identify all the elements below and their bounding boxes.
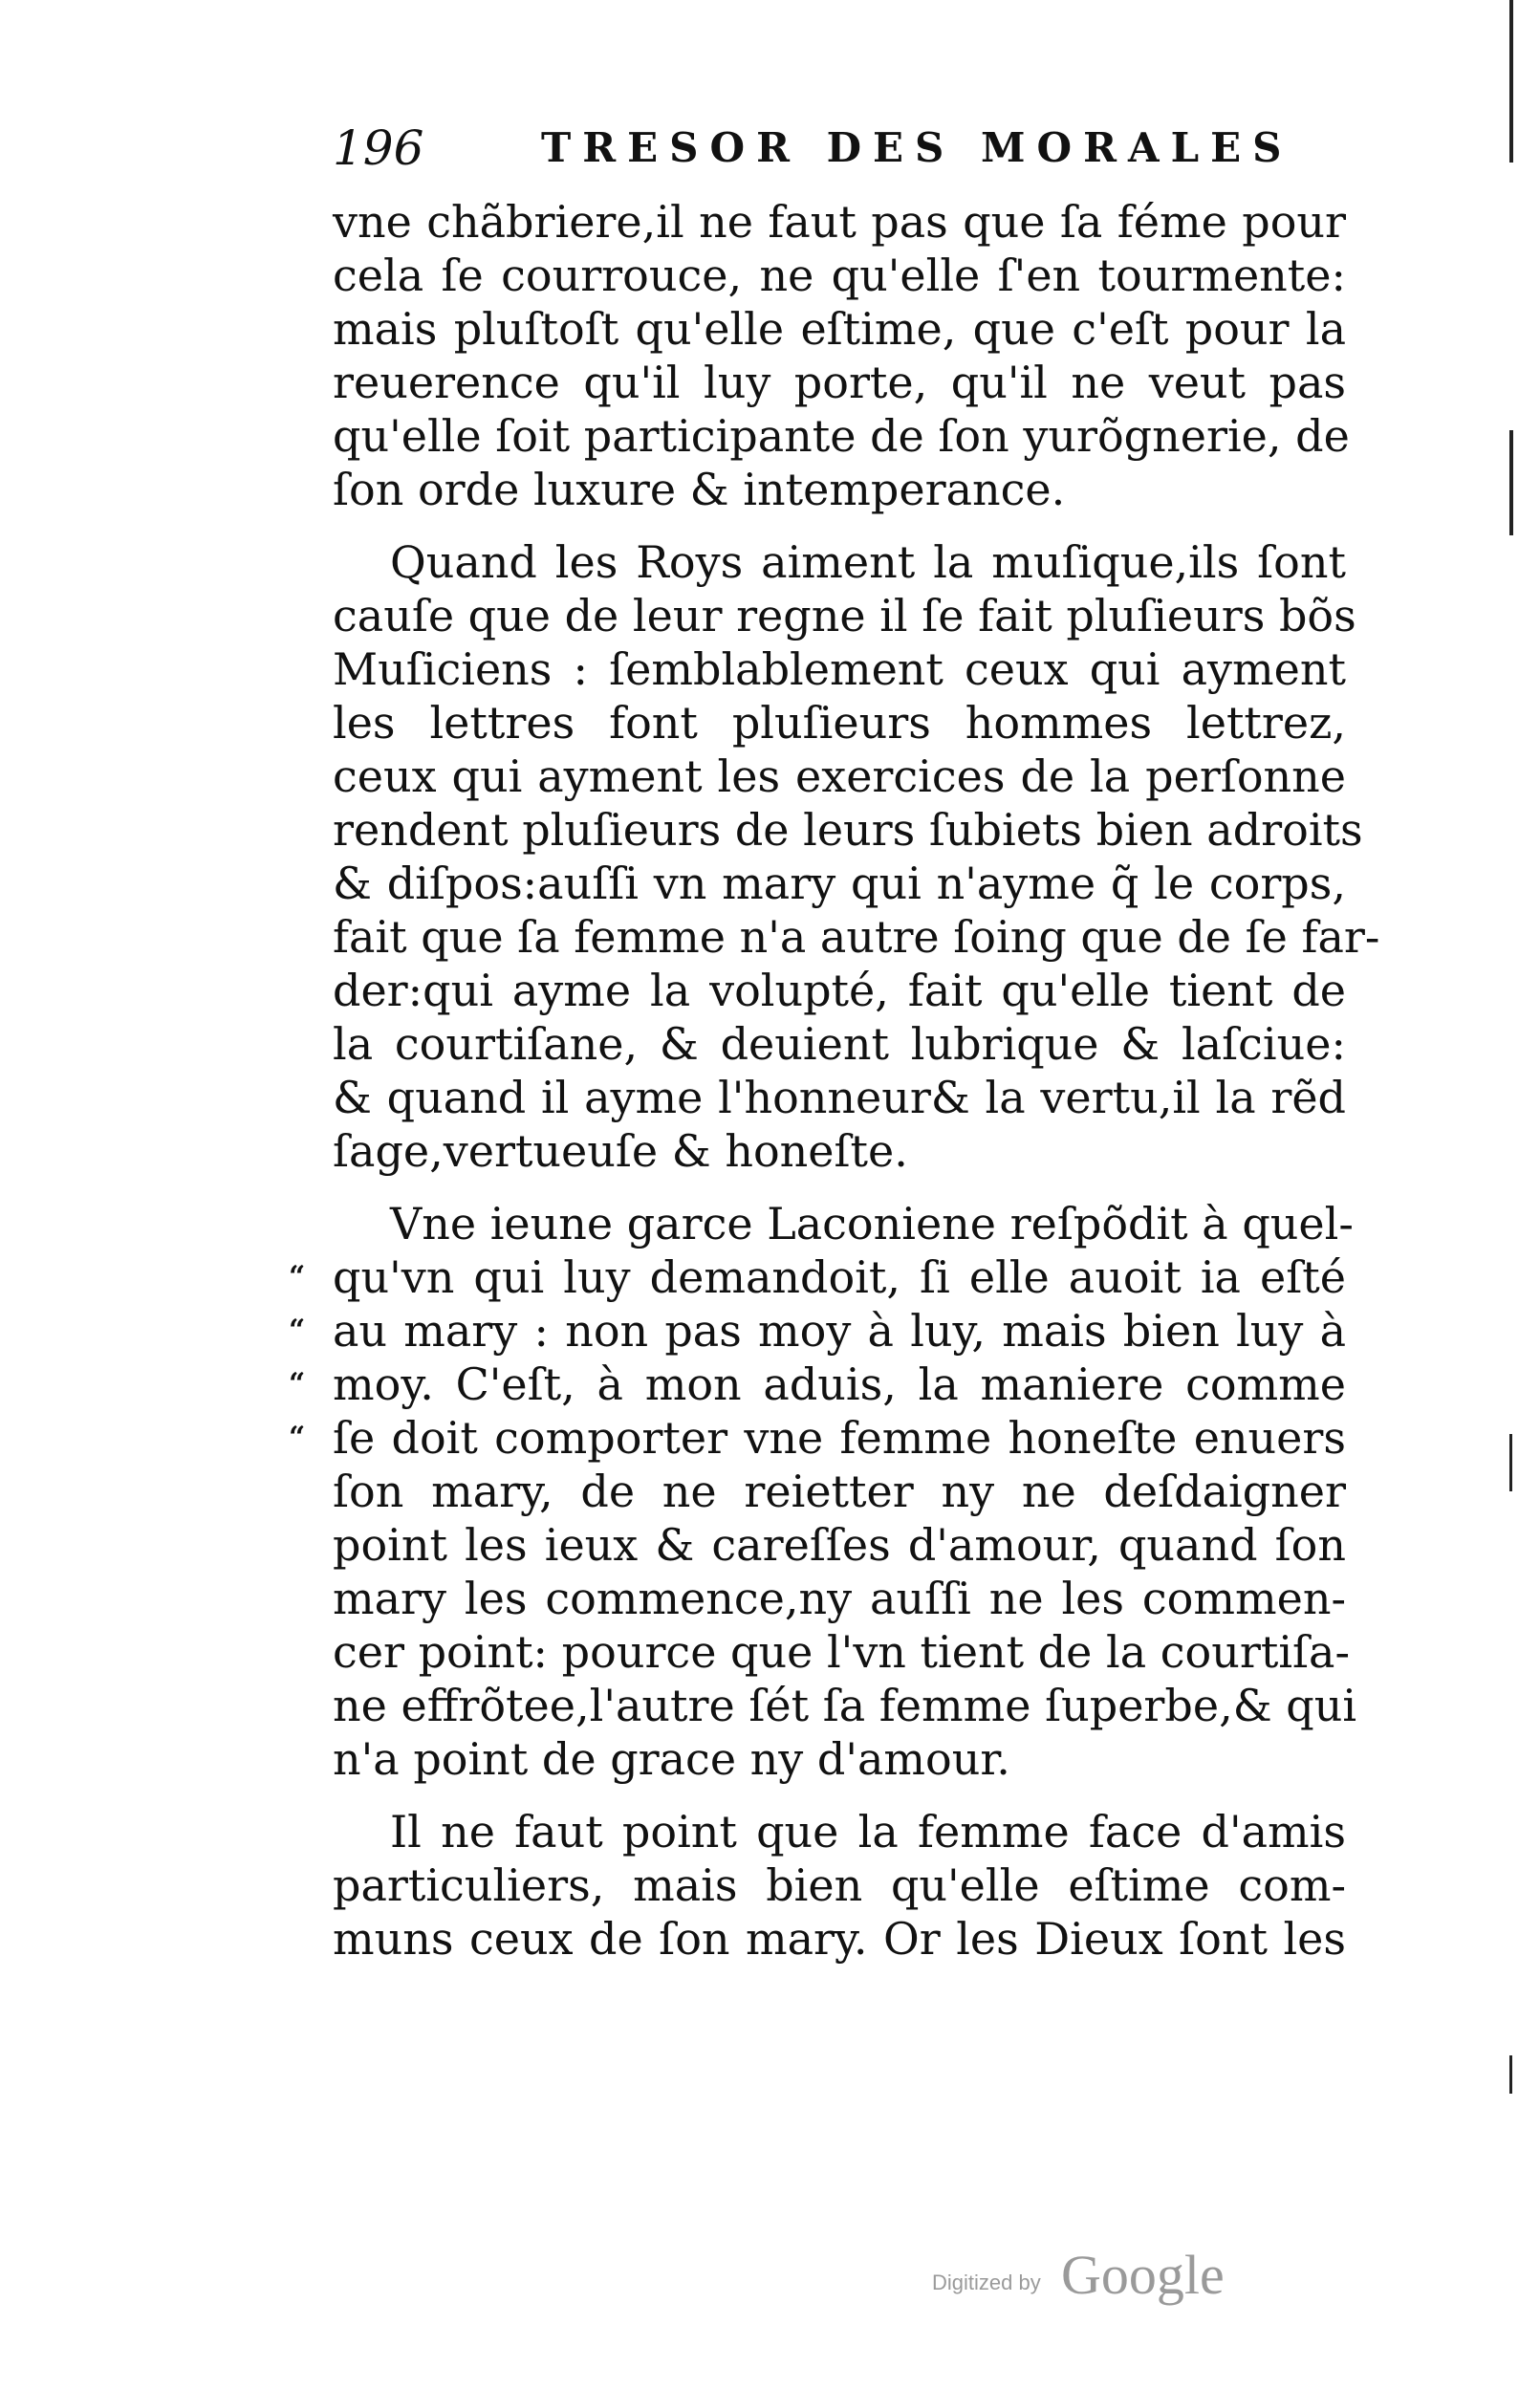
text-line: mais pluſtoſt qu'elle eſtime, que c'eſt pour la	[333, 303, 1346, 355]
text-line: reuerence qu'il luy porte, qu'il ne veut pas	[333, 357, 1346, 408]
text-line: qu'vn qui luy demandoit, ſi elle auoit ia eſté	[333, 1251, 1346, 1303]
text-line: rendent pluſieurs de leurs ſubiets bien adroits	[333, 804, 1363, 856]
digitized-watermark	[932, 2232, 1276, 2309]
text-line: fait que ſa femme n'a autre ſoing que de ſe far-	[333, 911, 1380, 963]
text-line: la courtiſane, & deuient lubrique & laſciue:	[333, 1018, 1346, 1070]
text-line: & diſpos:auſſi vn mary qui n'ayme q̃ le corps,	[333, 858, 1346, 909]
text-line: vne chãbriere,il ne faut pas que ſa féme pour	[333, 196, 1346, 248]
text-line: qu'elle ſoit participante de ſon yurõgnerie, de	[333, 410, 1350, 462]
margin-quote-mark: “	[289, 1260, 306, 1293]
page-header	[333, 115, 1336, 182]
text-line: cer point: pource que l'vn tient de la courtiſa-	[333, 1626, 1351, 1678]
page-number: 196	[333, 120, 424, 176]
margin-quote-mark: “	[289, 1314, 306, 1347]
text-line: Muſiciens : ſemblablement ceux qui ayment	[333, 643, 1346, 695]
text-line: ſage,vertueuſe & honeſte.	[333, 1125, 908, 1177]
text-line: muns ceux de ſon mary. Or les Dieux ſont les	[333, 1913, 1346, 1965]
text-line: mary les commence,ny auſſi ne les commen-	[333, 1573, 1346, 1624]
text-line: cela ſe courrouce, ne qu'elle ſ'en tourmente:	[333, 250, 1346, 301]
page-edge-line	[1509, 0, 1513, 163]
text-line: ceux qui ayment les exercices de la perſonne	[333, 750, 1346, 802]
text-line: ſe doit comporter vne femme honeſte enuers	[333, 1412, 1346, 1464]
text-line: moy. C'eſt, à mon aduis, la maniere comme	[333, 1358, 1346, 1410]
margin-quote-mark: “	[289, 1421, 306, 1454]
text-line: cauſe que de leur regne il ſe fait pluſieurs bõs	[333, 590, 1356, 641]
paragraph-first-line: Il ne faut point que la femme face d'amis	[390, 1806, 1346, 1858]
text-line: particuliers, mais bien qu'elle eſtime com-	[333, 1859, 1346, 1911]
margin-quote-mark: “	[289, 1367, 306, 1401]
paragraph-first-line: Quand les Roys aiment la muſique,ils ſont	[390, 536, 1346, 588]
text-line: ſon mary, de ne reietter ny ne deſdaigner	[333, 1466, 1346, 1517]
paragraph-first-line: Vne ieune garce Laconiene reſpõdit à quel-	[390, 1198, 1354, 1249]
text-line: & quand il ayme l'honneur& la vertu,il la rẽd	[333, 1072, 1346, 1123]
text-line: der:qui ayme la volupté, fait qu'elle tient de	[333, 965, 1346, 1016]
running-title: TRESOR DES MORALES	[541, 124, 1293, 171]
page-edge-line	[1509, 1434, 1512, 1491]
text-line: au mary : non pas moy à luy, mais bien luy à	[333, 1305, 1346, 1357]
text-line: les lettres font pluſieurs hommes lettrez,	[333, 697, 1346, 749]
page-edge-line	[1509, 430, 1513, 535]
text-line: n'a point de grace ny d'amour.	[333, 1733, 1010, 1785]
text-line: ſon orde luxure & intemperance.	[333, 464, 1066, 515]
watermark-prefix: Digitized by	[932, 2270, 1041, 2294]
text-line: point les ieux & careſſes d'amour, quand ſon	[333, 1519, 1346, 1571]
watermark-brand: Google	[1061, 2244, 1225, 2306]
text-line: ne effrõtee,l'autre ſét ſa femme ſuperbe,& qui	[333, 1680, 1357, 1731]
page-edge-line	[1509, 2055, 1512, 2094]
